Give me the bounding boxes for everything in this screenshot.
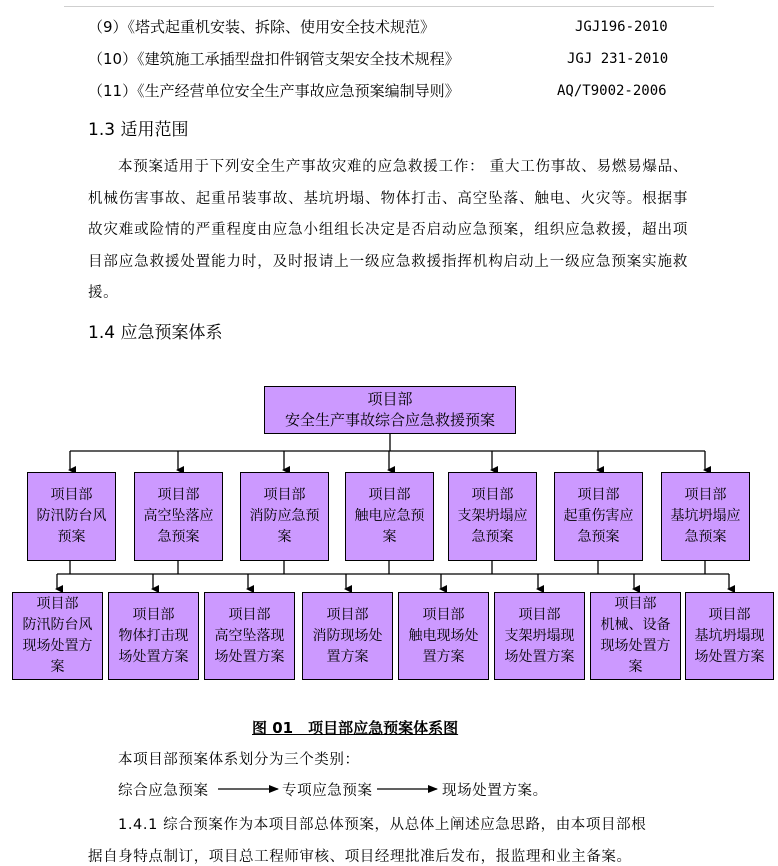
box-line1: 项目部 xyxy=(263,487,306,503)
box-line1: 项目部 xyxy=(157,487,200,503)
para-1-4-1-line2: 据自身特点制订，项目总工程师审核、项目经理批准后发布，报监理和业主备案。 xyxy=(88,849,632,865)
box-line1: 项目部 xyxy=(518,606,561,623)
box-line2: 物体打击现场处置方案 xyxy=(118,627,189,665)
reference-title: （11）《生产经营单位安全生产事故应急预案编制导则》 xyxy=(88,82,460,100)
section-heading-1-4: 1.4 应急预案体系 xyxy=(88,323,223,343)
reference-title: （10）《建筑施工承插型盘扣件钢管支架安全技术规程》 xyxy=(88,50,460,68)
box-line1: 项目部 xyxy=(36,596,79,612)
box-line2: 基坑坍塌应急预案 xyxy=(670,508,741,545)
onsite-plan-box xyxy=(302,592,393,680)
comprehensive-plan-box xyxy=(264,386,516,434)
box-line1: 项目部 xyxy=(577,487,620,503)
onsite-plan-box xyxy=(494,592,585,680)
onsite-plan-box xyxy=(108,592,199,680)
onsite-plan-box xyxy=(398,592,489,680)
special-plan-box xyxy=(345,472,434,561)
reference-code: JGJ 231-2010 xyxy=(567,51,669,67)
flow-onsite: 现场处置方案。 xyxy=(442,783,548,799)
box-line2: 支架坍塌应急预案 xyxy=(457,508,528,545)
box-line1: 项目部 xyxy=(708,606,751,623)
box-line2: 起重伤害应急预案 xyxy=(563,508,634,545)
box-line2: 机械、设备现场处置方案 xyxy=(600,617,671,675)
box-line1: 项目部 xyxy=(368,487,411,503)
figure-caption: 图 01 项目部应急预案体系图 xyxy=(252,719,459,737)
special-plan-box xyxy=(554,472,643,561)
onsite-plan-box xyxy=(590,592,681,680)
box-line1: 项目部 xyxy=(132,606,175,623)
special-plan-box xyxy=(134,472,223,561)
onsite-plan-box xyxy=(12,592,103,680)
box-line2: 防汛防台风现场处置方案 xyxy=(22,617,93,675)
box-line2: 安全生产事故综合应急救援预案 xyxy=(284,411,495,429)
reference-title: （9）《塔式起重机安装、拆除、使用安全技术规范》 xyxy=(88,18,436,36)
box-line2: 触电应急预案 xyxy=(354,508,425,545)
box-line1: 项目部 xyxy=(326,606,369,623)
flow-comprehensive: 综合应急预案 xyxy=(118,783,209,799)
system-intro: 本项目部预案体系划分为三个类别： xyxy=(118,752,360,768)
flow-special: 专项应急预案 xyxy=(282,783,373,799)
box-line2: 防汛防台风预案 xyxy=(36,508,107,545)
box-line1: 项目部 xyxy=(422,606,465,623)
box-line1: 项目部 xyxy=(228,606,271,623)
special-plan-box xyxy=(448,472,537,561)
section-heading-1-3: 1.3 适用范围 xyxy=(88,120,189,140)
para-1-4-1-line1: 1.4.1 综合预案作为本项目部总体预案，从总体上阐述应急思路，由本项目部根 xyxy=(118,817,647,833)
box-line2: 支架坍塌现场处置方案 xyxy=(504,627,575,665)
box-line2: 消防应急预案 xyxy=(249,508,320,545)
box-line1: 项目部 xyxy=(614,596,657,612)
special-plan-box xyxy=(240,472,329,561)
box-line2: 高空坠落现场处置方案 xyxy=(214,627,285,665)
box-line2: 高空坠落应急预案 xyxy=(143,508,214,545)
onsite-plan-box xyxy=(204,592,295,680)
box-line2: 消防现场处置方案 xyxy=(312,627,383,665)
box-line1: 项目部 xyxy=(471,487,514,503)
box-line2: 基坑坍塌现场处置方案 xyxy=(694,627,765,665)
special-plan-box xyxy=(27,472,116,561)
box-line1: 项目部 xyxy=(50,487,93,503)
special-plan-box xyxy=(661,472,750,561)
reference-code: AQ/T9002-2006 xyxy=(557,83,667,99)
box-line1: 项目部 xyxy=(684,487,727,503)
box-line1: 项目部 xyxy=(367,390,413,408)
onsite-plan-box xyxy=(685,592,774,680)
box-line2: 触电现场处置方案 xyxy=(408,627,479,665)
scope-text: 本预案适用于下列安全生产事故灾难的应急救援工作： 重大工伤事故、易燃易爆品、机械伤害事故、起重吊装事故、基坑坍塌、物体打击、高空坠落、触电、火灾等。根据事故灾难或险情的严重程度由应急小组组长决定是否启动应急预案，组织应急救援，超出项目部应急救援处置能力时，及时报请上一级应急救援指挥机构启动上一级应急预案实施救援。 xyxy=(88,159,688,301)
reference-code: JGJ196-2010 xyxy=(575,19,668,35)
